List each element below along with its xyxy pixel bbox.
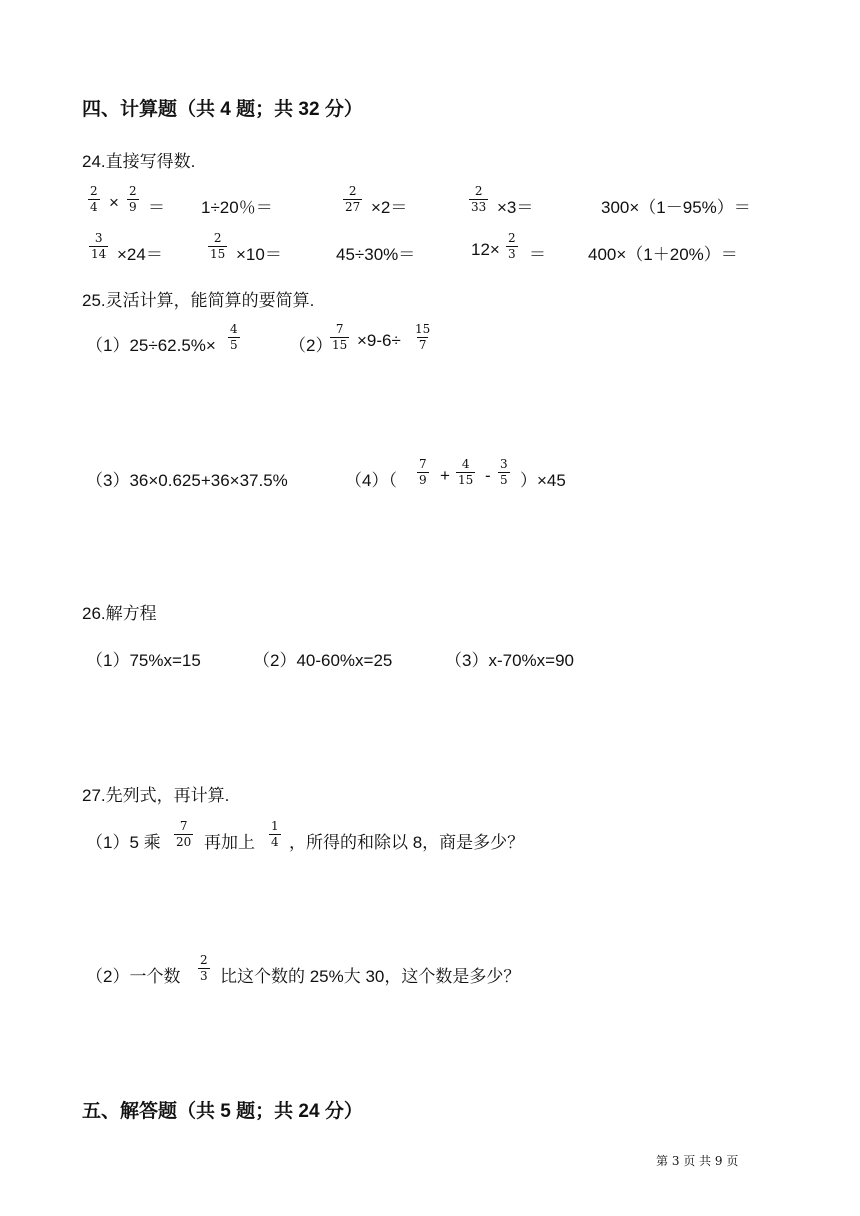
problem-25-1: （1）25÷62.5%× (86, 336, 216, 355)
expression: ×2＝ (371, 198, 408, 217)
equals: ＝ (148, 198, 165, 217)
fraction: $\frac{7}{15}$ (332, 322, 348, 352)
fraction: $\frac{2}{27}$ (345, 184, 361, 214)
fraction: $\frac{3}{14}$ (91, 231, 107, 261)
fraction: $\frac{2}{9}$ (129, 184, 137, 214)
problem-25-3: （3）36×0.625+36×37.5% (86, 471, 288, 490)
expression: 1÷20％＝ (201, 198, 273, 217)
operator: + (440, 466, 450, 485)
page-number: 第 3 页 共 9 页 (656, 1154, 739, 1168)
section-heading: 五、解答题（共 5 题；共 24 分） (82, 1101, 363, 1122)
expression: 45÷30%＝ (336, 245, 416, 264)
expression: ×3＝ (497, 198, 534, 217)
fraction: $\frac{4}{15}$ (458, 457, 474, 487)
expression: 300×（1－95%）＝ (601, 198, 751, 217)
fraction: $\frac{2}{3}$ (200, 953, 208, 983)
fraction: $\frac{2}{15}$ (210, 231, 226, 261)
question-25-title: 25.灵活计算，能简算的要简算. (82, 291, 315, 310)
problem-25-4: （4）（ (345, 471, 397, 490)
fraction: $\frac{1}{4}$ (271, 819, 279, 849)
fraction: $\frac{2}{3}$ (508, 231, 516, 261)
expression: 400×（1＋20%）＝ (588, 245, 738, 264)
fraction: $\frac{2}{33}$ (471, 184, 487, 214)
operator: × (109, 193, 119, 212)
problem-25-2: （2） (289, 336, 333, 355)
question-27-title: 27.先列式，再计算. (82, 786, 230, 805)
fraction: $\frac{15}{7}$ (415, 322, 431, 352)
fraction: $\frac{3}{5}$ (500, 457, 508, 487)
expression: ×10＝ (236, 245, 282, 264)
equation-1: （1）75%x=15 (86, 651, 201, 670)
question-24-title: 24.直接写得数. (82, 152, 196, 171)
text: ，所得的和除以 8，商是多少？ (289, 833, 525, 852)
expression: ）×45 (520, 471, 566, 490)
operator: - (485, 466, 491, 485)
fraction: $\frac{4}{5}$ (230, 322, 238, 352)
question-26-title: 26.解方程 (82, 604, 157, 623)
text: 再加上 (204, 833, 255, 852)
fraction: $\frac{2}{4}$ (90, 184, 98, 214)
expression: 12× (471, 240, 500, 259)
equation-2: （2）40-60%x=25 (253, 651, 393, 670)
fraction: $\frac{7}{20}$ (176, 819, 192, 849)
fraction: $\frac{7}{9}$ (419, 457, 427, 487)
text: 比这个数的 25%大 30，这个数是多少？ (220, 967, 521, 986)
expression: ×9-6÷ (357, 331, 401, 350)
problem-27-1: （1）5 乘 (86, 833, 161, 852)
section-heading: 四、计算题（共 4 题；共 32 分） (82, 99, 363, 120)
equation-3: （3）x-70%x=90 (445, 651, 574, 670)
expression: ×24＝ (117, 245, 163, 264)
equals: ＝ (529, 245, 546, 264)
problem-27-2: （2）一个数 (86, 967, 181, 986)
